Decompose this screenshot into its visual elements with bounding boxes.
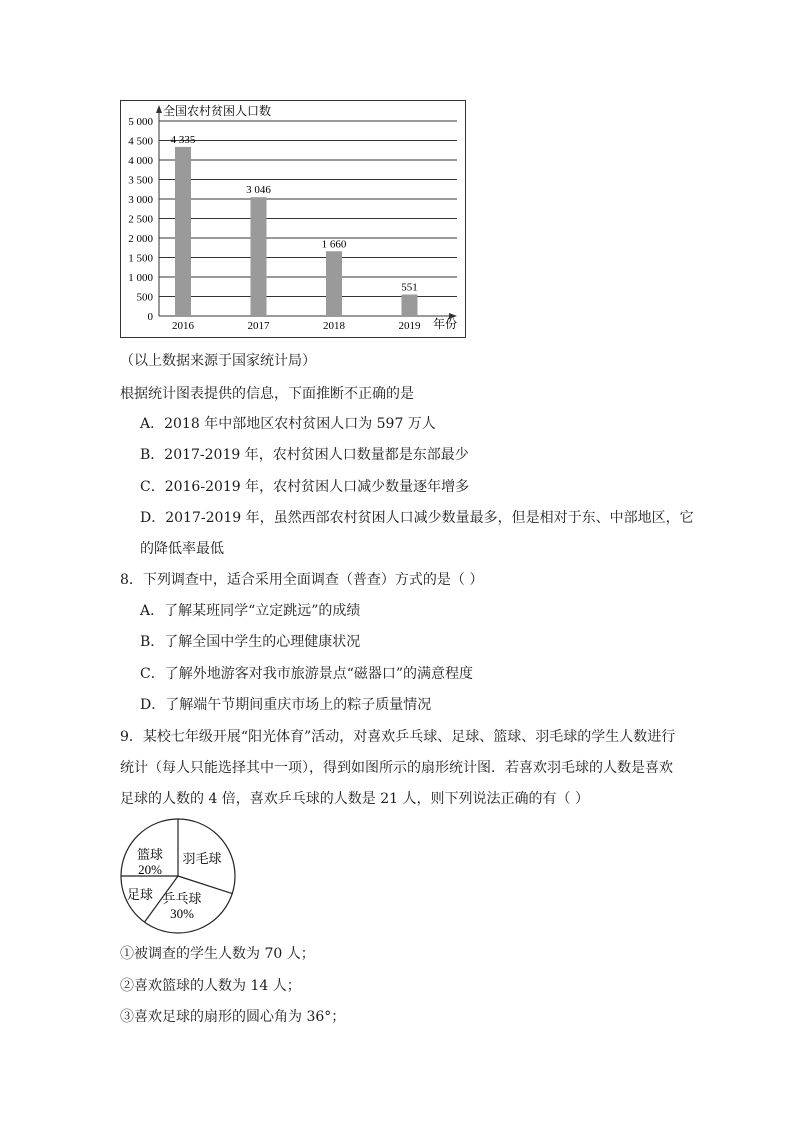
- pie-label-pingpong: 乒乓球: [162, 891, 202, 906]
- x-tick-label-2019: 2019: [398, 320, 421, 332]
- y-tick-label-3000: 3 000: [128, 194, 153, 206]
- bar-2016: [175, 147, 191, 316]
- chart-title: 全国农村贫困人口数: [163, 104, 272, 118]
- y-tick-label-1500: 1 500: [128, 252, 153, 265]
- y-tick-label-4000: 4 000: [128, 155, 153, 167]
- q7-option-a: A．2018 年中部地区农村贫困人口为 597 万人: [140, 416, 436, 432]
- y-tick-label-2500: 2 500: [128, 213, 153, 226]
- bar-value-label-2017: 3 046: [246, 184, 271, 197]
- bar-2017: [251, 197, 267, 316]
- bar-2019: [402, 295, 418, 316]
- pie-label-football: 足球: [126, 887, 154, 902]
- q8-option-d: D．了解端午节期间重庆市场上的粽子质量情况: [140, 697, 432, 713]
- bar-value-label-2019: 551: [401, 281, 418, 294]
- y-tick-label-0: 0: [147, 311, 153, 323]
- q7-stem: 根据统计图表提供的信息，下面推断不正确的是: [120, 386, 414, 402]
- pie-label-badminton: 羽毛球: [182, 851, 222, 866]
- q9-line-2: 统计（每人只能选择其中一项），得到如图所示的扇形统计图．若喜欢羽毛球的人数是喜欢: [120, 760, 673, 776]
- q7-option-b: B．2017-2019 年，农村贫困人口数量都是东部最少: [140, 447, 469, 463]
- q9-statement-2: ②喜欢篮球的人数为 14 人；: [120, 978, 301, 994]
- bar-chart-frame: [120, 100, 466, 338]
- q8-option-b: B．了解全国中学生的心理健康状况: [140, 634, 361, 650]
- q7-option-d-cont: 的降低率最低: [140, 541, 224, 557]
- y-axis-arrow: [156, 105, 162, 113]
- y-tick-label-2000: 2 000: [128, 233, 153, 245]
- q8-option-c: C．了解外地游客对我市旅游景点“磁器口”的满意程度: [140, 666, 474, 682]
- bar-chart: [121, 101, 465, 337]
- pie-percent-pingpong: 30%: [170, 906, 194, 921]
- q8-option-a: A．了解某班同学“立定跳远”的成绩: [140, 603, 361, 619]
- x-axis-label: 年份: [433, 317, 458, 331]
- q9-line-1: 9．某校七年级开展“阳光体育”活动，对喜欢乒乓球、足球、篮球、羽毛球的学生人数进行: [120, 729, 676, 745]
- bar-2018: [326, 251, 342, 316]
- q9-line-3: 足球的人数的 4 倍，喜欢乒乓球的人数是 21 人，则下列说法正确的有（ ）: [120, 791, 589, 807]
- q7-option-c: C．2016-2019 年，农村贫困人口减少数量逐年增多: [140, 479, 470, 495]
- y-tick-label-4500: 4 500: [128, 135, 153, 148]
- q7-option-d: D．2017-2019 年，虽然西部农村贫困人口减少数量最多，但是相对于东、中部地区，它: [140, 510, 694, 526]
- bar-value-label-2018: 1 660: [321, 238, 347, 251]
- pie-label-basketball: 篮球: [136, 847, 164, 862]
- q8-stem: 8．下列调查中，适合采用全面调查（普查）方式的是（ ）: [120, 572, 484, 588]
- x-tick-label-2018: 2018: [323, 320, 345, 332]
- pie-chart-frame: [118, 817, 238, 935]
- x-tick-label-2017: 2017: [247, 320, 270, 332]
- x-tick-label-2016: 2016: [172, 320, 194, 332]
- y-tick-label-1000: 1 000: [128, 272, 153, 284]
- y-tick-label-5000: 5 000: [128, 116, 153, 128]
- q9-statement-1: ①被调查的学生人数为 70 人；: [120, 946, 315, 962]
- y-tick-label-3500: 3 500: [128, 174, 153, 187]
- bar-value-label-2016: 4 335: [170, 133, 196, 146]
- source-note: （以上数据来源于国家统计局）: [120, 353, 316, 369]
- pie-percent-basketball: 20%: [138, 862, 162, 877]
- q9-statement-3: ③喜欢足球的扇形的圆心角为 36°；: [120, 1009, 346, 1025]
- y-tick-label-500: 500: [136, 291, 153, 304]
- pie-chart: [118, 817, 238, 935]
